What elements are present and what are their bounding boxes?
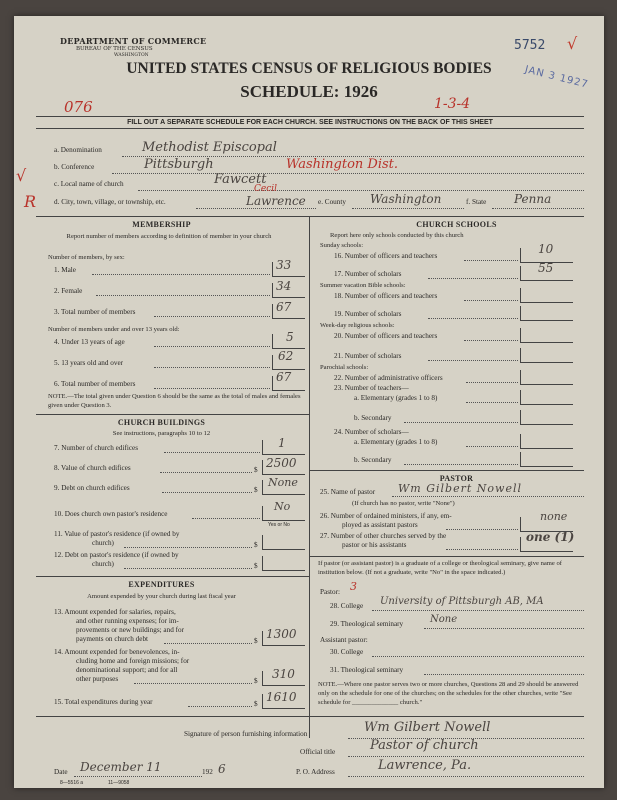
q25-value[interactable]: Wm Gilbert Nowell: [398, 482, 522, 495]
county-value[interactable]: Washington: [370, 192, 442, 206]
q14-value[interactable]: 310: [272, 667, 295, 681]
denomination-value[interactable]: Methodist Episcopal: [142, 140, 277, 155]
buildings-heading: CHURCH BUILDINGS: [117, 418, 206, 427]
city-value[interactable]: Lawrence: [246, 194, 306, 208]
pastor-note: NOTE.—Where one pastor serves two or more churches, Questions 28 and 29 should be answered only on the schedule for one of the churches; on the schedules for the other churches, write "See schedule for ______________ church.": [318, 681, 579, 706]
official-title-value[interactable]: Pastor of church: [370, 738, 479, 753]
q28-label: 28. College: [330, 602, 364, 610]
schools-heading: CHURCH SCHOOLS: [416, 220, 497, 229]
q25-note: (If church has no pastor, write "None"): [352, 500, 455, 507]
red-check-mark: √: [567, 34, 578, 53]
q18-label: 18. Number of officers and teachers: [334, 292, 438, 300]
divider-schools: [309, 470, 584, 471]
q7-value[interactable]: 1: [278, 436, 286, 450]
q26-label-a: 26. Number of ordained ministers, if any, em-: [320, 512, 452, 520]
q10-label: 10. Does church own pastor's residence: [54, 510, 168, 518]
signature-label: Signature of person furnishing information: [184, 730, 308, 738]
q11-dollar: $: [254, 541, 258, 549]
year-suffix[interactable]: 6: [218, 762, 226, 776]
document-title: UNITED STATES CENSUS OF RELIGIOUS BODIES: [126, 60, 492, 77]
q13-value[interactable]: 1300: [266, 627, 297, 641]
q1-leader: [92, 274, 270, 275]
county-label: e. County: [318, 198, 346, 206]
state-label: f. State: [466, 198, 487, 206]
divider-bottom: [36, 716, 584, 717]
q27-label-a: 27. Number of other churches served by the: [320, 532, 447, 540]
pastor-sub-label: Pastor:: [320, 588, 340, 596]
year-prefix: 192: [202, 768, 213, 776]
q7-label: 7. Number of church edifices: [54, 444, 139, 452]
official-title-label: Official title: [300, 748, 336, 756]
q16-leader: [464, 260, 518, 261]
conference-value[interactable]: Pittsburgh: [144, 157, 214, 172]
q19-box[interactable]: [520, 306, 573, 321]
print-code-2: 11—9058: [108, 780, 130, 786]
q15-leader: [188, 706, 252, 707]
q13-leader: [164, 643, 252, 644]
q14-label-b: cluding home and foreign missions; for: [76, 657, 190, 665]
q12-label-b: church): [92, 560, 114, 568]
q14-dollar: $: [254, 677, 258, 685]
conference-label: b. Conference: [54, 163, 95, 171]
denomination-label: a. Denomination: [54, 146, 102, 154]
signature-value[interactable]: Wm Gilbert Nowell: [364, 720, 491, 735]
instruction-bar: FILL OUT A SEPARATE SCHEDULE FOR EACH CHURCH. SEE INSTRUCTIONS ON THE BACK OF THIS SHEET: [36, 116, 584, 129]
q30-label: 30. College: [330, 648, 364, 656]
q12-box[interactable]: [262, 556, 305, 571]
date-label: Date: [54, 768, 68, 776]
city-line: [196, 208, 316, 209]
margin-check-mark: √: [16, 166, 27, 185]
q23a-leader: [466, 402, 518, 403]
q13-label-a: 13. Amount expended for salaries, repairs,: [54, 608, 176, 616]
membership-heading: MEMBERSHIP: [132, 220, 191, 229]
q15-dollar: $: [254, 700, 258, 708]
date-line: [74, 776, 202, 777]
q14-leader: [134, 683, 252, 684]
q21-box[interactable]: [520, 348, 573, 363]
graduate-note: If pastor (or assistant pastor) is a graduate of a college or theological seminary, give name of institution below. (If not a graduate, write "No" in the space indicated.): [318, 560, 563, 576]
q8-dollar: $: [254, 466, 258, 474]
divider-membership: [36, 414, 309, 415]
age-intro-label: Number of members under and over 13 years old:: [48, 326, 180, 333]
expenditures-heading: EXPENDITURES: [128, 580, 195, 589]
q24b-label: b. Secondary: [354, 456, 392, 464]
official-title-line: [348, 756, 584, 757]
q27-label-b: pastor or his assistants: [342, 541, 407, 549]
section-divider-top: [36, 216, 584, 217]
date-value[interactable]: December 11: [80, 760, 162, 774]
q25-label: 25. Name of pastor: [320, 488, 376, 496]
q10-leader: [192, 518, 260, 519]
q2-label: 2. Female: [54, 287, 83, 295]
q20-leader: [464, 340, 518, 341]
local-name-line: [138, 190, 584, 191]
q9-dollar: $: [254, 486, 258, 494]
q22-leader: [466, 382, 518, 383]
local-name-value[interactable]: Fawcett: [214, 172, 267, 187]
q11-label-b: church): [92, 539, 114, 547]
q20-box[interactable]: [520, 328, 573, 343]
expenditures-subtitle: Amount expended by your church during last fiscal year: [87, 593, 236, 600]
q24a-label: a. Elementary (grades 1 to 8): [354, 438, 438, 446]
state-line: [492, 208, 584, 209]
q4-label: 4. Under 13 years of age: [54, 338, 125, 346]
q21-leader: [428, 360, 518, 361]
q29-line: [424, 628, 584, 629]
q14-label-a: 14. Amount expended for benevolences, in-: [54, 648, 180, 656]
q8-value[interactable]: 2500: [266, 456, 297, 470]
received-date-stamp: JAN 3 1927: [523, 64, 590, 91]
q12-label-a: 12. Debt on pastor's residence (if owned by: [54, 551, 179, 559]
q27-leader: [446, 549, 518, 550]
q23b-label: b. Secondary: [354, 414, 392, 422]
schools-intro: Report here only schools conducted by this church: [330, 232, 464, 239]
q5-label: 5. 13 years old and over: [54, 359, 124, 367]
divider-pastor: [309, 556, 584, 557]
q13-label-b: and other running expenses; for im-: [76, 617, 179, 625]
q21-label: 21. Number of scholars: [334, 352, 402, 360]
q2-value[interactable]: 34: [276, 279, 292, 293]
q4-leader: [154, 346, 270, 347]
membership-note: NOTE.—The total given under Question 6 should be the same as the total of males and females given under Question 3.: [48, 393, 301, 409]
parochial-label: Parochial schools:: [320, 364, 369, 371]
q3-leader: [154, 316, 270, 317]
address-label: P. O. Address: [296, 768, 335, 776]
pastor-mark: 3: [350, 580, 357, 593]
q6-value[interactable]: 67: [276, 370, 292, 384]
summer-label: Summer vacation Bible schools:: [320, 282, 406, 289]
handwritten-code-left: 076: [64, 98, 93, 116]
schedule-title: SCHEDULE: 1926: [240, 82, 378, 101]
q9-leader: [162, 492, 252, 493]
q29-value[interactable]: None: [430, 614, 458, 625]
q3-label: 3. Total number of members: [54, 308, 136, 316]
by-sex-label: Number of members, by sex:: [48, 254, 125, 261]
q11-label-a: 11. Value of pastor's residence (if owned by: [54, 530, 180, 538]
q26-value[interactable]: none: [540, 510, 568, 523]
census-schedule-sheet: [14, 16, 604, 788]
q10-value[interactable]: No: [274, 500, 291, 513]
q12-dollar: $: [254, 562, 258, 570]
q25-line: [392, 496, 584, 497]
q23b-box[interactable]: [520, 410, 573, 425]
q15-label: 15. Total expenditures during year: [54, 698, 153, 706]
divider-buildings: [36, 576, 309, 577]
q13-dollar: $: [254, 637, 258, 645]
q14-label-d: other purposes: [76, 675, 119, 683]
q16-value[interactable]: 10: [538, 242, 554, 256]
q7-leader: [164, 452, 260, 453]
q30-line[interactable]: [372, 656, 584, 657]
q17-leader: [428, 278, 518, 279]
q8-leader: [160, 472, 252, 473]
q11-leader: [124, 547, 252, 548]
handwritten-code-right: 1-3-4: [434, 96, 471, 112]
q26-leader: [446, 529, 518, 530]
conference-line: [112, 173, 584, 174]
q31-label: 31. Theological seminary: [330, 666, 404, 674]
q23-label: 23. Number of teachers—: [334, 384, 409, 392]
address-value[interactable]: Lawrence, Pa.: [378, 758, 472, 773]
q31-line[interactable]: [424, 674, 584, 675]
department-heading: DEPARTMENT OF COMMERCE: [60, 36, 207, 46]
print-code-1: 8—5516 a: [60, 780, 84, 786]
conference-district[interactable]: Washington Dist.: [286, 157, 399, 172]
city-heading: WASHINGTON: [114, 53, 149, 58]
q5-leader: [154, 367, 270, 368]
q28-value[interactable]: University of Pittsburgh AB, MA: [380, 596, 544, 607]
address-line: [348, 776, 584, 777]
city-label: d. City, town, village, or township, etc.: [54, 198, 166, 206]
q23a-label: a. Elementary (grades 1 to 8): [354, 394, 438, 402]
q14-label-c: denominational support; and for all: [76, 666, 178, 674]
q19-leader: [428, 318, 518, 319]
q6-label: 6. Total number of members: [54, 380, 136, 388]
membership-intro: Report number of members according to definition of member in your church: [66, 233, 272, 240]
weekday-label: Week-day religious schools:: [320, 322, 395, 329]
q27-value[interactable]: one (1): [526, 530, 575, 544]
q24b-box[interactable]: [520, 452, 573, 467]
q16-label: 16. Number of officers and teachers: [334, 252, 438, 260]
q22-label: 22. Number of administrative officers: [334, 374, 443, 382]
q1-value[interactable]: 33: [276, 258, 292, 272]
q13-label-d: payments on church debt: [76, 635, 149, 643]
q4-value[interactable]: 5: [286, 330, 294, 344]
q12-leader: [124, 568, 252, 569]
q18-box[interactable]: [520, 288, 573, 303]
q24b-leader: [404, 464, 518, 465]
margin-r-mark: R: [24, 192, 37, 211]
form-number: 5752: [514, 38, 546, 53]
q23a-box[interactable]: [520, 390, 573, 405]
assistant-label: Assistant pastor:: [320, 636, 368, 644]
q8-label: 8. Value of church edifices: [54, 464, 131, 472]
q24a-leader: [466, 446, 518, 447]
q15-value[interactable]: 1610: [266, 690, 297, 704]
q9-value[interactable]: None: [268, 476, 298, 489]
q20-label: 20. Number of officers and teachers: [334, 332, 438, 340]
local-name-label: c. Local name of church: [54, 180, 124, 188]
q24-label: 24. Number of scholars—: [334, 428, 409, 436]
q22-box[interactable]: [520, 370, 573, 385]
bureau-heading: BUREAU OF THE CENSUS: [76, 46, 153, 52]
q9-label: 9. Debt on church edifices: [54, 484, 130, 492]
q2-leader: [96, 295, 270, 296]
q13-label-c: provements or new buildings; and for: [76, 626, 184, 634]
q23b-leader: [404, 422, 518, 423]
q3-value[interactable]: 67: [276, 300, 292, 314]
q18-leader: [464, 300, 518, 301]
q5-value[interactable]: 62: [278, 349, 294, 363]
pastor-heading: PASTOR: [439, 474, 474, 483]
q17-value[interactable]: 55: [538, 261, 554, 275]
q29-label: 29. Theological seminary: [330, 620, 404, 628]
buildings-subtitle: See instructions, paragraphs 10 to 12: [112, 430, 211, 437]
yes-no-hint: Yes or No: [268, 522, 290, 528]
city-annotation: Cecil: [254, 184, 278, 194]
sunday-label: Sunday schools:: [320, 242, 364, 249]
q1-label: 1. Male: [54, 266, 76, 274]
county-line: [352, 208, 464, 209]
q26-label-b: ployed as assistant pastors: [342, 521, 418, 529]
q28-line: [372, 610, 584, 611]
q11-box[interactable]: [262, 535, 305, 550]
state-value[interactable]: Penna: [514, 192, 552, 206]
q17-label: 17. Number of scholars: [334, 270, 402, 278]
q19-label: 19. Number of scholars: [334, 310, 402, 318]
q24a-box[interactable]: [520, 434, 573, 449]
q6-leader: [154, 388, 270, 389]
